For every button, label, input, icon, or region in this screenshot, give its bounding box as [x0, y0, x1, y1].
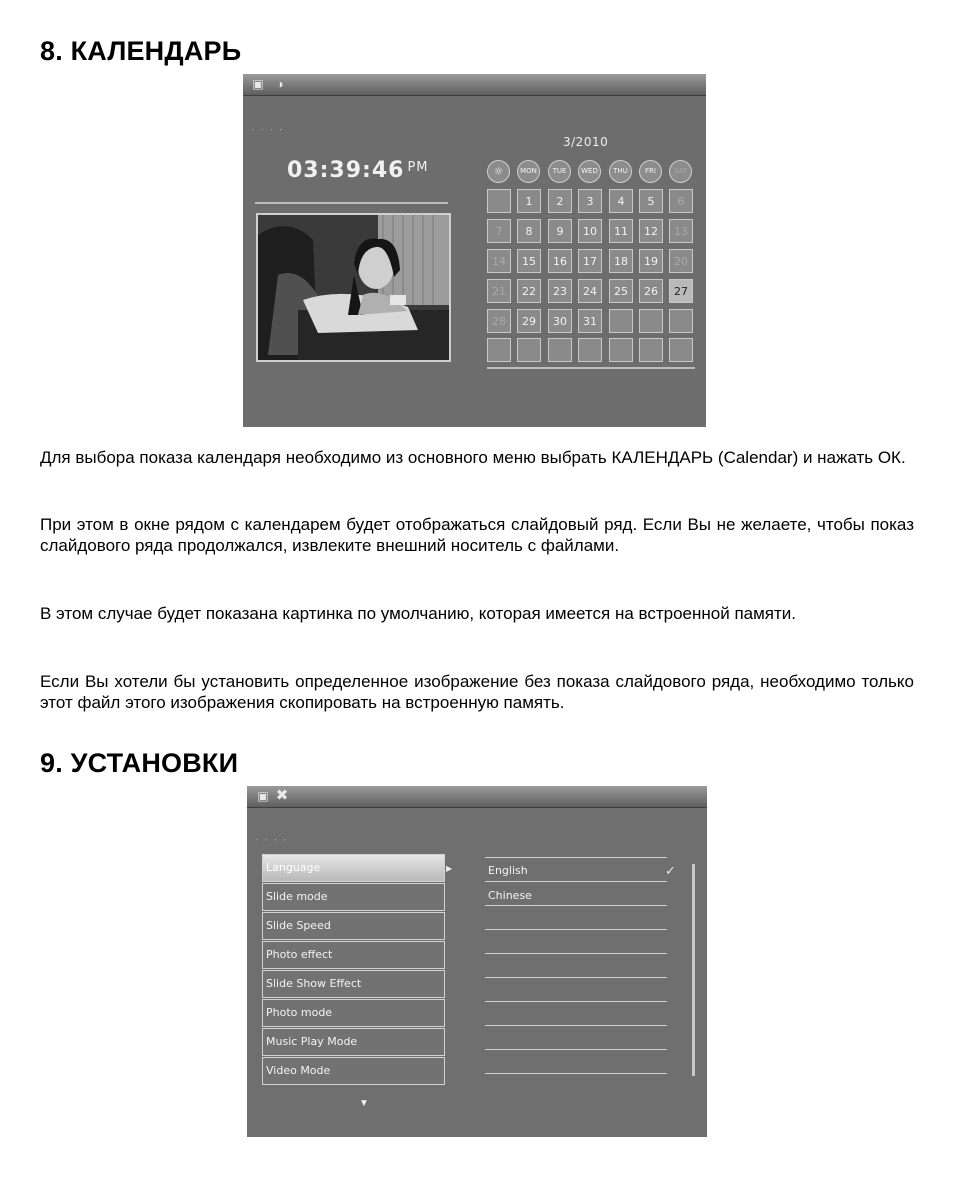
weekday-fri: FRI — [639, 160, 662, 183]
right-arrow-icon: ▶ — [446, 864, 453, 873]
calendar-month-label: 3/2010 — [563, 135, 609, 149]
check-icon: ✓ — [665, 863, 676, 878]
card-icon: ▣ — [252, 77, 264, 91]
option-row-divider — [485, 905, 667, 906]
clock-divider — [255, 202, 448, 204]
calendar-day-cell[interactable]: 2 — [548, 189, 572, 213]
paragraph-2: При этом в окне рядом с календарем будет отображаться слайдовый ряд. Если Вы не желаете, чтобы показ слайдового ряда продолжался, извлеките внешний носитель с файлами. — [40, 515, 914, 555]
calendar-day-cell[interactable]: 4 — [609, 189, 633, 213]
calendar-day-cell[interactable]: 14 — [487, 249, 511, 273]
calendar-day-cell[interactable] — [578, 338, 602, 362]
calendar-day-cell[interactable]: 16 — [548, 249, 572, 273]
calendar-day-cell[interactable]: 19 — [639, 249, 663, 273]
option-row-divider — [485, 1073, 667, 1074]
calendar-app-icon: ◑ — [276, 77, 284, 91]
calendar-day-cell[interactable]: 11 — [609, 219, 633, 243]
option-row-divider — [485, 1025, 667, 1026]
settings-menu-item[interactable]: Video Mode — [262, 1057, 445, 1085]
calendar-day-cell[interactable]: 6 — [669, 189, 693, 213]
weekday-mon: MON — [517, 160, 540, 183]
calendar-day-cell[interactable]: 8 — [517, 219, 541, 243]
settings-top-bar — [247, 786, 707, 808]
calendar-day-cell[interactable]: 20 — [669, 249, 693, 273]
calendar-day-cell[interactable]: 7 — [487, 219, 511, 243]
clock-ampm: PM — [407, 160, 429, 175]
option-row-divider — [485, 953, 667, 954]
calendar-day-cell[interactable]: 9 — [548, 219, 572, 243]
photo-image — [258, 215, 449, 360]
settings-app-icon: ✖ — [275, 787, 289, 804]
weekday-sat: SAT — [669, 160, 692, 183]
calendar-day-cell[interactable]: 10 — [578, 219, 602, 243]
language-option[interactable]: Chinese — [488, 889, 532, 902]
calendar-day-cell[interactable]: 21 — [487, 279, 511, 303]
settings-menu-item[interactable]: Slide Show Effect — [262, 970, 445, 998]
option-row-divider — [485, 881, 667, 882]
calendar-day-cell[interactable]: 12 — [639, 219, 663, 243]
calendar-day-cell[interactable]: 13 — [669, 219, 693, 243]
settings-menu-item[interactable]: Slide Speed — [262, 912, 445, 940]
calendar-day-cell[interactable] — [669, 309, 693, 333]
calendar-day-cell[interactable] — [487, 189, 511, 213]
slideshow-photo — [256, 213, 451, 362]
calendar-top-bar — [243, 74, 706, 96]
option-row-divider — [485, 857, 667, 858]
card-icon: ▣ — [257, 789, 269, 803]
weekday-wed: WED — [578, 160, 601, 183]
calendar-day-cell[interactable] — [639, 309, 663, 333]
calendar-day-cell[interactable]: 22 — [517, 279, 541, 303]
calendar-day-cell[interactable]: 3 — [578, 189, 602, 213]
language-option[interactable]: English — [488, 864, 528, 877]
option-row-divider — [485, 929, 667, 930]
settings-screenshot — [247, 786, 707, 1137]
calendar-day-cell[interactable]: 29 — [517, 309, 541, 333]
down-arrow-icon[interactable]: ▼ — [359, 1098, 369, 1109]
calendar-day-cell[interactable] — [548, 338, 572, 362]
settings-menu-item[interactable]: Photo mode — [262, 999, 445, 1027]
calendar-day-cell[interactable]: 1 — [517, 189, 541, 213]
calendar-day-cell[interactable] — [639, 338, 663, 362]
calendar-screenshot — [243, 74, 706, 427]
calendar-day-cell[interactable]: 24 — [578, 279, 602, 303]
calendar-day-cell[interactable]: 23 — [548, 279, 572, 303]
decorative-dots: · · · · — [252, 832, 291, 846]
calendar-day-cell[interactable] — [669, 338, 693, 362]
calendar-day-cell[interactable] — [609, 309, 633, 333]
decorative-dots: · · · · — [248, 122, 287, 136]
settings-menu-item[interactable]: Slide mode — [262, 883, 445, 911]
settings-menu-item[interactable]: Photo effect — [262, 941, 445, 969]
weekday-tue: TUE — [548, 160, 571, 183]
calendar-day-cell[interactable]: 5 — [639, 189, 663, 213]
calendar-day-cell[interactable] — [609, 338, 633, 362]
paragraph-1: Для выбора показа календаря необходимо из основного меню выбрать КАЛЕНДАРЬ (Calendar) и нажать ОК. — [40, 448, 906, 467]
calendar-day-cell[interactable]: 17 — [578, 249, 602, 273]
scroll-arrows-icon[interactable] — [692, 864, 695, 1076]
settings-menu-item[interactable]: Music Play Mode — [262, 1028, 445, 1056]
clock-time: 03:39:46 — [287, 158, 405, 183]
option-row-divider — [485, 1049, 667, 1050]
calendar-day-cell[interactable] — [517, 338, 541, 362]
calendar-day-cell[interactable]: 25 — [609, 279, 633, 303]
sun-icon: ☼ — [493, 165, 504, 178]
calendar-day-cell[interactable]: 18 — [609, 249, 633, 273]
calendar-day-cell[interactable]: 27 — [669, 279, 693, 303]
clock-display — [287, 158, 429, 183]
settings-menu-item[interactable]: Language — [262, 854, 445, 882]
calendar-day-cell[interactable]: 26 — [639, 279, 663, 303]
calendar-day-cell[interactable] — [487, 338, 511, 362]
paragraph-3: В этом случае будет показана картинка по умолчанию, которая имеется на встроенной памяти. — [40, 604, 797, 623]
option-row-divider — [485, 1001, 667, 1002]
calendar-day-cell[interactable]: 15 — [517, 249, 541, 273]
section-9-title: 9. УСТАНОВКИ — [40, 748, 239, 778]
calendar-divider — [487, 367, 695, 369]
option-row-divider — [485, 977, 667, 978]
weekday-sun — [487, 160, 510, 183]
section-8-title: 8. КАЛЕНДАРЬ — [40, 36, 242, 66]
calendar-day-cell[interactable]: 31 — [578, 309, 602, 333]
weekday-thu: THU — [609, 160, 632, 183]
calendar-day-cell[interactable]: 28 — [487, 309, 511, 333]
calendar-day-cell[interactable]: 30 — [548, 309, 572, 333]
paragraph-4: Если Вы хотели бы установить определенное изображение без показа слайдового ряда, необходимо только этот файл этого изображения скопировать на встроенную память. — [40, 672, 914, 712]
